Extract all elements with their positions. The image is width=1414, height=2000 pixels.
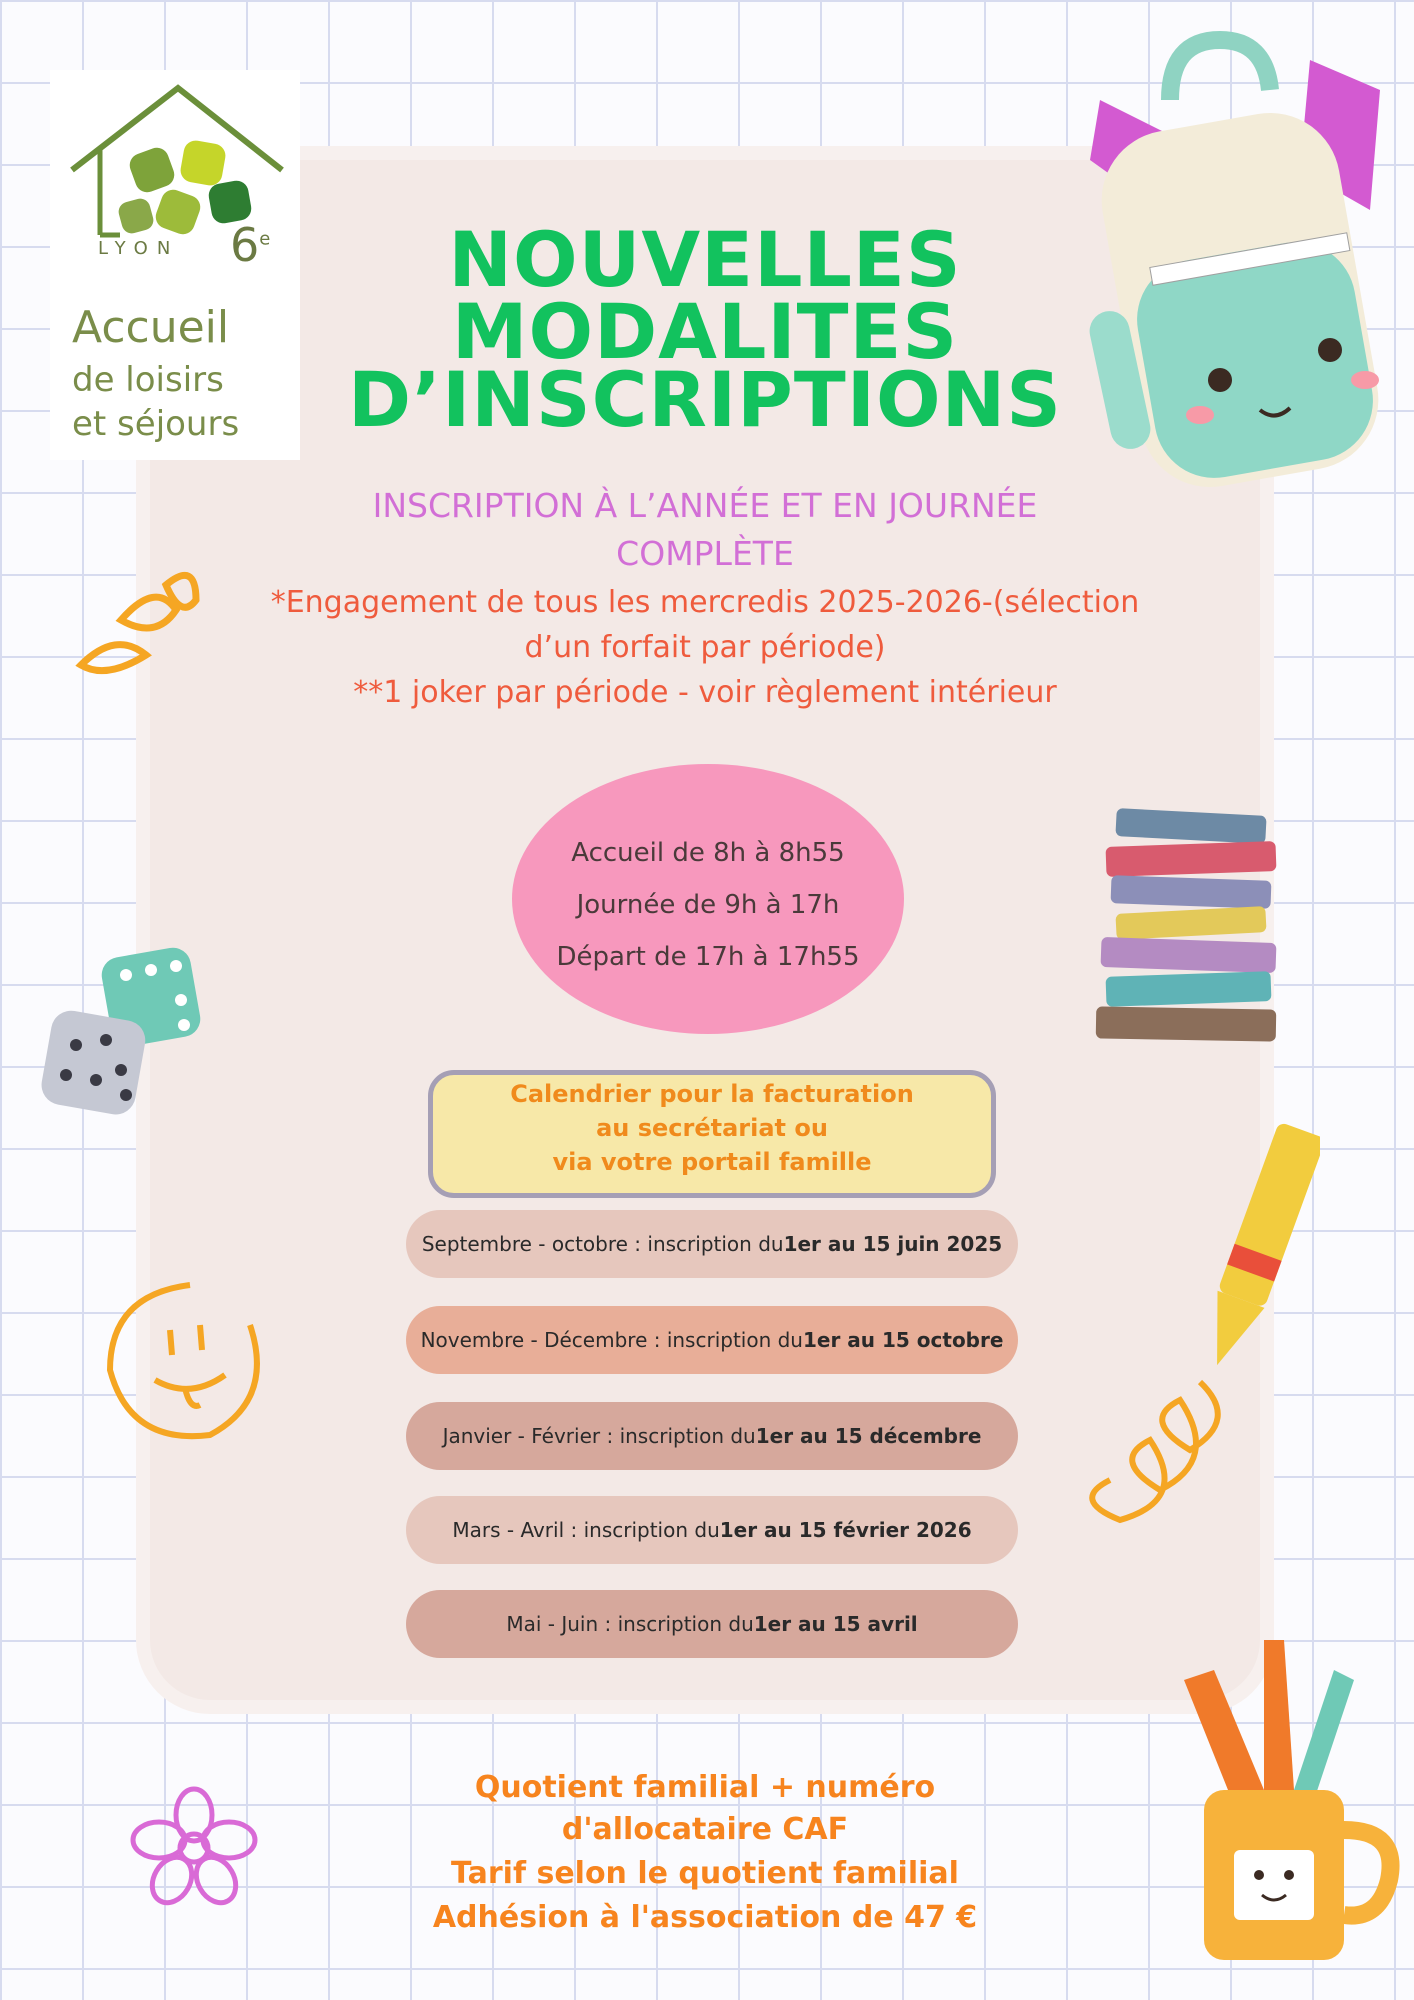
schedule-accueil: Accueil de 8h à 8h55 [571, 838, 845, 868]
footer-caf: d'allocataire CAF [561, 1812, 849, 1847]
books-icon [1076, 806, 1306, 1056]
period-sept-oct: Septembre - octobre : inscription du 1er au 15 juin 2025 [406, 1210, 1018, 1278]
note-forfait: d’un forfait par période) [524, 630, 886, 665]
flower-icon [124, 1780, 264, 1920]
logo-city: LYON [98, 238, 180, 259]
period-mars-avril: Mars - Avril : inscription du 1er au 15 février 2026 [406, 1496, 1018, 1564]
calendar-line-1: Calendrier pour la facturation [510, 1080, 914, 1108]
subtitle-line-2: COMPLÈTE [616, 534, 794, 573]
subtitle-line-1: INSCRIPTION À L’ANNÉE ET EN JOURNÉE [372, 486, 1038, 525]
schedule-journee: Journée de 9h à 17h [576, 890, 840, 920]
logo [50, 70, 300, 460]
schedule-depart: Départ de 17h à 17h55 [556, 942, 860, 972]
backpack-icon [1060, 10, 1390, 500]
footer-quotient: Quotient familial + numéro [474, 1770, 936, 1805]
title-line-3: D’INSCRIPTIONS [348, 355, 1062, 444]
title-line-1: NOUVELLES [448, 215, 962, 304]
logo-arrondissement: 6e [230, 218, 271, 272]
footer-adhesion: Adhésion à l'association de 47 € [432, 1900, 978, 1935]
calendar-line-2: au secrétariat ou [596, 1114, 828, 1142]
logo-text-accueil: Accueil [72, 302, 230, 353]
logo-text-sejours: et séjours [72, 404, 240, 444]
note-engagement: *Engagement de tous les mercredis 2025-2026-(sélection [270, 585, 1140, 620]
doodle-icon [66, 560, 206, 690]
note-joker: **1 joker par période - voir règlement intérieur [353, 675, 1057, 710]
footer-tarif: Tarif selon le quotient familial [451, 1856, 959, 1891]
pencil-icon [1050, 1120, 1320, 1560]
dice-icon [36, 940, 226, 1130]
period-jan-fev: Janvier - Février : inscription du 1er au 15 décembre [406, 1402, 1018, 1470]
period-nov-dec: Novembre - Décembre : inscription du 1er au 15 octobre [406, 1306, 1018, 1374]
logo-text-loisirs: de loisirs [72, 360, 224, 400]
title-line-2: MODALITES [451, 287, 959, 376]
calendar-line-3: via votre portail famille [552, 1148, 872, 1176]
smiley-icon [100, 1270, 280, 1450]
period-mai-juin: Mai - Juin : inscription du 1er au 15 avril [406, 1590, 1018, 1658]
pencil-cup-icon [1164, 1640, 1400, 1970]
